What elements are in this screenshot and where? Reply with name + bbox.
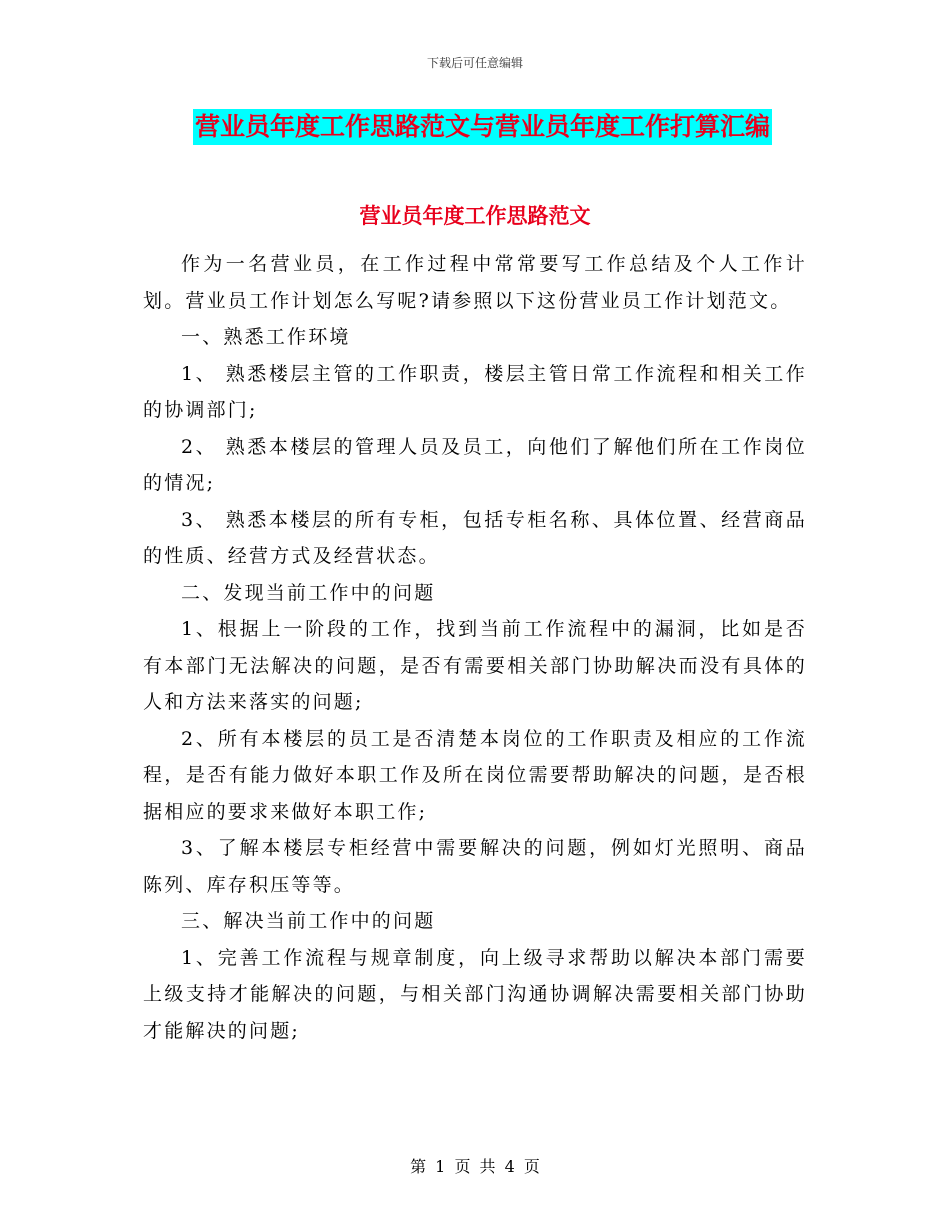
paragraph-item: 1、完善工作流程与规章制度，向上级寻求帮助以解决本部门需要上级支持才能解决的问题，与相关部门沟通协调解决需要相关部门协助才能解决的问题; bbox=[143, 946, 807, 1042]
document-title: 营业员年度工作思路范文与营业员年度工作打算汇编 bbox=[193, 109, 772, 145]
paragraph-item: 3、 熟悉本楼层的所有专柜，包括专柜名称、具体位置、经营商品的性质、经营方式及经营状态。 bbox=[143, 508, 807, 567]
document-body bbox=[143, 246, 807, 1049]
heading-solve-problems: 三、解决当前工作中的问题 bbox=[181, 910, 436, 932]
section-title: 营业员年度工作思路范文 bbox=[359, 204, 591, 228]
heading-find-problems: 二、发现当前工作中的问题 bbox=[181, 581, 436, 604]
paragraph-item: 1、 熟悉楼层主管的工作职责，楼层主管日常工作流程和相关工作的协调部门; bbox=[143, 362, 807, 421]
paragraph-item: 3、了解本楼层专柜经营中需要解决的问题，例如灯光照明、商品陈列、库存积压等等。 bbox=[143, 837, 807, 896]
header-note: 下载后可任意编辑 bbox=[426, 56, 523, 70]
paragraph-item: 2、所有本楼层的员工是否清楚本岗位的工作职责及相应的工作流程，是否有能力做好本职工作及所在岗位需要帮助解决的问题，是否根据相应的要求来做好本职工作; bbox=[143, 727, 807, 823]
page-footer: 第 1 页 共 4 页 bbox=[410, 1157, 540, 1176]
paragraph-intro: 作为一名营业员，在工作过程中常常要写工作总结及个人工作计划。营业员工作计划怎么写呢?请参照以下这份营业员工作计划范文。 bbox=[143, 253, 807, 312]
paragraph-item: 1、根据上一阶段的工作，找到当前工作流程中的漏洞，比如是否有本部门无法解决的问题，是否有需要相关部门协助解决而没有具体的人和方法来落实的问题; bbox=[143, 618, 807, 713]
paragraph-item: 2、 熟悉本楼层的管理人员及员工，向他们了解他们所在工作岗位的情况; bbox=[143, 435, 807, 494]
heading-familiarize-environment: 一、熟悉工作环境 bbox=[181, 326, 351, 348]
